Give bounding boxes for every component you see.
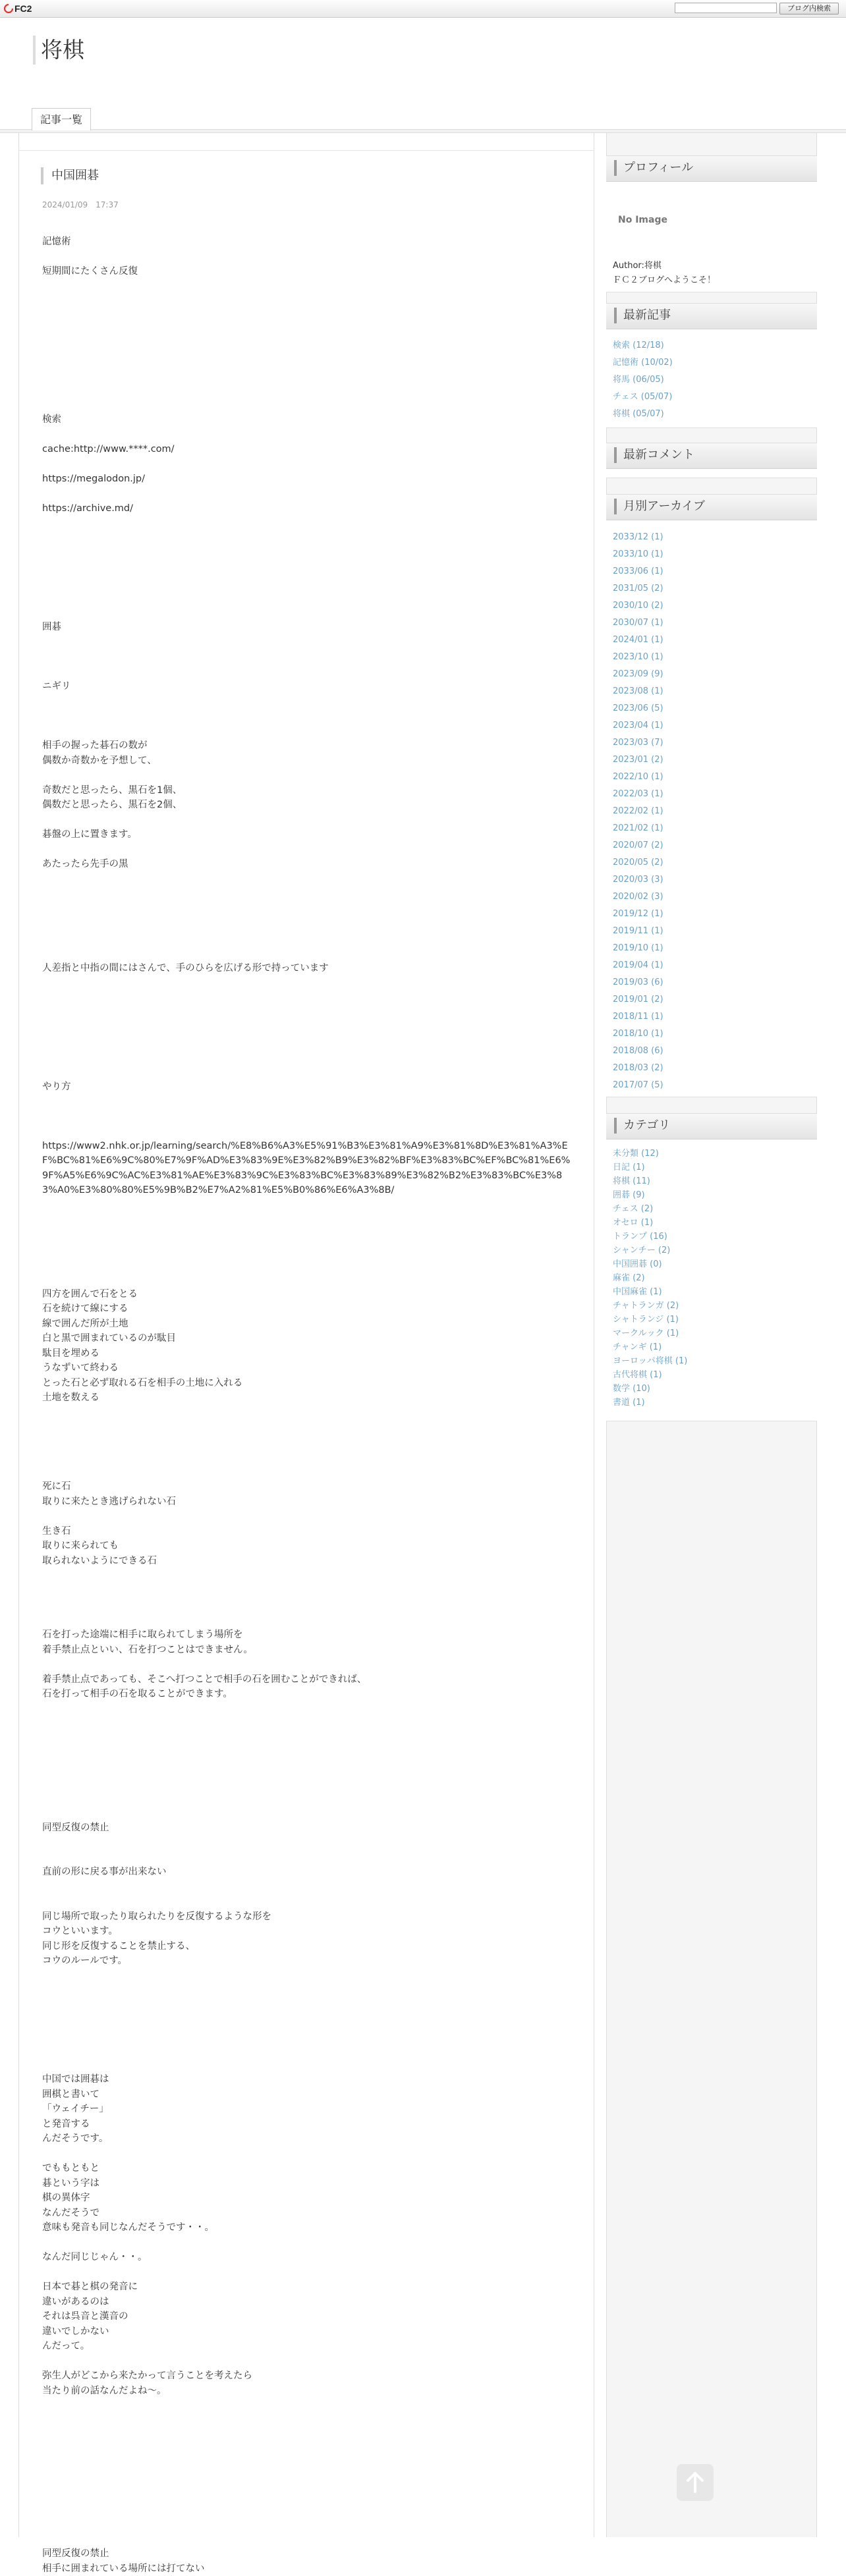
- archive-link[interactable]: 2022/02 (1): [613, 803, 663, 820]
- entry-blank-line: [42, 1257, 576, 1273]
- fc2-toolbar: [0, 0, 846, 18]
- entry-blank-line: [42, 398, 576, 413]
- entry-blank-line: [42, 1568, 576, 1583]
- entry-blank-line: [42, 1020, 576, 1035]
- archive-link[interactable]: 2020/07 (2): [613, 837, 663, 854]
- entry-blank-line: [42, 1435, 576, 1450]
- entry-line: 囲棋と書いて: [42, 2087, 576, 2102]
- entry-line: 線で囲んだ所が土地: [42, 1317, 576, 1332]
- category-link[interactable]: 中国麻雀 (1): [613, 1285, 687, 1299]
- entry-blank-line: [42, 991, 576, 1006]
- entry-blank-line: [42, 339, 576, 354]
- entry-blank-line: [42, 1598, 576, 1613]
- entry-line: 短期間にたくさん反復: [42, 264, 576, 279]
- entry-blank-line: [42, 2443, 576, 2458]
- profile-heading-text: プロフィール: [614, 160, 693, 176]
- archive-link[interactable]: 2019/03 (6): [613, 974, 663, 991]
- entry-line: 土地を数える: [42, 1390, 576, 1406]
- entry-line: 石を打って相手の石を取ることができます。: [42, 1687, 576, 1702]
- entry-blank-line: [42, 1124, 576, 1139]
- entry-line: 囲碁: [42, 620, 576, 635]
- entry-line: んだそうです。: [42, 2131, 576, 2147]
- archive-link[interactable]: 2019/11 (1): [613, 923, 663, 940]
- entry-line: 日本で碁と棋の発音に: [42, 2280, 576, 2295]
- recent-entry-link[interactable]: 将馬 (06/05): [613, 371, 673, 389]
- archive-link[interactable]: 2021/02 (1): [613, 820, 663, 837]
- entry-blank-line: [42, 649, 576, 665]
- main-divider: [18, 150, 594, 151]
- category-link[interactable]: 日記 (1): [613, 1161, 687, 1174]
- category-link[interactable]: マークルック (1): [613, 1327, 687, 1340]
- entry-blank-line: [42, 902, 576, 917]
- entry-line: 同型反復の禁止: [42, 2546, 576, 2562]
- entry-line: 白と黒で囲まれているのが駄目: [42, 1331, 576, 1346]
- entry-body: [42, 234, 576, 2576]
- entry-blank-line: [42, 250, 576, 265]
- category-link[interactable]: チャンギ (1): [613, 1340, 687, 1354]
- entry-blank-line: [42, 1791, 576, 1806]
- entry-blank-line: [42, 1050, 576, 1065]
- recent-comments-panel: [606, 469, 817, 478]
- entry-blank-line: [42, 1272, 576, 1287]
- category-link[interactable]: トランプ (16): [613, 1230, 687, 1244]
- archive-link[interactable]: 2018/08 (6): [613, 1043, 663, 1060]
- category-link[interactable]: 書道 (1): [613, 1396, 687, 1410]
- entry-blank-line: [42, 1406, 576, 1421]
- entry-blank-line: [42, 1213, 576, 1228]
- archive-link[interactable]: 2018/11 (1): [613, 1008, 663, 1026]
- entry-line: 「ウェイチー」: [42, 2102, 576, 2117]
- entry-line: 検索: [42, 412, 576, 427]
- entry-line: と発音する: [42, 2117, 576, 2132]
- entry-blank-line: [42, 1702, 576, 1717]
- entry-blank-line: [42, 1198, 576, 1213]
- entry-blank-line: [42, 813, 576, 828]
- entry-line: 着手禁止点であっても、そこへ打つことで相手の石を囲むことができれば、: [42, 1672, 576, 1687]
- entry-blank-line: [42, 1983, 576, 1998]
- entry-blank-line: [42, 368, 576, 383]
- category-link[interactable]: 将棋 (11): [613, 1174, 687, 1188]
- entry-blank-line: [42, 1657, 576, 1672]
- entry-line: 取りに来られても: [42, 1539, 576, 1554]
- entry-blank-line: [42, 1613, 576, 1628]
- page-top-button[interactable]: [677, 2464, 714, 2501]
- entry-line: 棋の異体字: [42, 2191, 576, 2206]
- entry-line: 奇数だと思ったら、黒石を1個、: [42, 783, 576, 798]
- fc2-logo-text: FC2: [14, 3, 32, 14]
- entry-blank-line: [42, 1969, 576, 1984]
- entry-blank-line: [42, 1850, 576, 1865]
- entry-blank-line: [42, 1465, 576, 1480]
- entry-line: 死に石: [42, 1479, 576, 1494]
- archive-link[interactable]: 2019/01 (2): [613, 991, 663, 1008]
- blog-search-input[interactable]: [675, 3, 777, 13]
- profile-heading: [606, 155, 817, 182]
- recent-entries-heading-text: 最新記事: [614, 308, 671, 323]
- entry-blank-line: [42, 635, 576, 650]
- entry-line: コウのルールです。: [42, 1954, 576, 1969]
- entry-blank-line: [42, 1746, 576, 1761]
- recent-comments-heading: [606, 443, 817, 469]
- category-link[interactable]: オセロ (1): [613, 1216, 687, 1230]
- entry-blank-line: [42, 2354, 576, 2369]
- entry-blank-line: [42, 2457, 576, 2473]
- archive-link[interactable]: 2020/05 (2): [613, 854, 663, 871]
- entry-blank-line: [42, 487, 576, 502]
- category-link[interactable]: 囲碁 (9): [613, 1188, 687, 1202]
- entry-line: 偶数だと思ったら、黒石を2個、: [42, 798, 576, 813]
- archive-link[interactable]: 2018/03 (2): [613, 1060, 663, 1077]
- fc2-logo[interactable]: [4, 3, 32, 14]
- entry-blank-line: [42, 1835, 576, 1850]
- entry-blank-line: [42, 1716, 576, 1732]
- entry-line: なんだ同じじゃん・・。: [42, 2250, 576, 2265]
- entry-line: やり方: [42, 1080, 576, 1095]
- recent-entries-list: [613, 337, 673, 423]
- archive-link[interactable]: 2031/05 (2): [613, 580, 663, 597]
- entry-blank-line: [42, 1998, 576, 2014]
- entry-blank-line: [42, 427, 576, 443]
- entry-line: でももともと: [42, 2161, 576, 2176]
- entry-title[interactable]: 中国囲碁: [41, 167, 99, 184]
- recent-entry-link[interactable]: 記憶術 (10/02): [613, 354, 673, 371]
- entry-blank-line: [42, 1228, 576, 1243]
- entry-line[interactable]: https://www2.nhk.or.jp/learning/search/%E8%B6%A3%E5%91%B3%E3%81%A9%E3%81%8D%E3%81%A3%EF%BC%81%E6%9C%80%E7%9F%AD%E3%83%9E%E3%82%B9%E3%82%BF%E3%83%BC%EF%BC%81%E6%9F%A5%E6%9C%AC%E3%81%AE%E3%83%9C%E3%83%BC%E3%83%89%E3%82%B2%E3%83%BC%E3%83%A0%E3%80%80%E5%9B%B2%E7%A2%81%E5%B0%86%E6%A3%8B/: [42, 1139, 576, 1198]
- entry-blank-line: [42, 546, 576, 561]
- entry-blank-line: [42, 694, 576, 709]
- entry-blank-line: [42, 2235, 576, 2251]
- archive-link[interactable]: 2024/01 (1): [613, 632, 663, 649]
- entry-blank-line: [42, 665, 576, 680]
- entry-line: 取りに来たとき逃げられない石: [42, 1494, 576, 1510]
- entry-line: とった石と必ず取れる石を相手の土地に入れる: [42, 1376, 576, 1391]
- archive-link[interactable]: 2019/12 (1): [613, 906, 663, 923]
- entry-blank-line: [42, 383, 576, 398]
- entry-blank-line: [42, 931, 576, 946]
- entry-blank-line: [42, 2413, 576, 2428]
- nav-entry-list[interactable]: 記事一覧: [32, 108, 91, 130]
- entry-blank-line: [42, 1109, 576, 1124]
- entry-blank-line: [42, 1805, 576, 1821]
- archive-link[interactable]: 2018/10 (1): [613, 1026, 663, 1043]
- entry-blank-line: [42, 2428, 576, 2443]
- entry-blank-line: [42, 1880, 576, 1895]
- categories-heading: [606, 1113, 817, 1139]
- entry-line: あたったら先手の黒: [42, 857, 576, 872]
- archive-link[interactable]: 2020/03 (3): [613, 871, 663, 889]
- entry-blank-line: [42, 1420, 576, 1435]
- entry-line: 記憶術: [42, 234, 576, 250]
- entry-line: cache:http://www.****.com/: [42, 442, 576, 457]
- category-link[interactable]: 中国囲碁 (0): [613, 1257, 687, 1271]
- entry-blank-line: [42, 768, 576, 783]
- entry-line: 石を打った途端に相手に取られてしまう場所を: [42, 1628, 576, 1643]
- category-link[interactable]: 未分類 (12): [613, 1147, 687, 1161]
- entry-blank-line: [42, 309, 576, 324]
- archive-link[interactable]: 2023/03 (7): [613, 734, 663, 752]
- archive-link[interactable]: 2017/07 (5): [613, 1077, 663, 1094]
- entry-blank-line: [42, 2398, 576, 2413]
- entry-blank-line: [42, 576, 576, 591]
- entry-blank-line: [42, 2487, 576, 2502]
- archive-link[interactable]: 2019/04 (1): [613, 957, 663, 974]
- entry-blank-line: [42, 294, 576, 309]
- entry-blank-line: [42, 2028, 576, 2043]
- category-link[interactable]: チャトランガ (2): [613, 1299, 687, 1313]
- entry-line: ニギリ: [42, 679, 576, 694]
- archives-heading-text: 月別アーカイブ: [614, 499, 705, 514]
- entry-blank-line: [42, 2502, 576, 2517]
- entry-line: コウといいます。: [42, 1924, 576, 1939]
- entry-line: 石を続けて線にする: [42, 1302, 576, 1317]
- blog-search-button[interactable]: ブログ内検索: [779, 3, 839, 14]
- archive-link[interactable]: 2033/10 (1): [613, 546, 663, 563]
- entry-line: 当たり前の話なんだよね〜。: [42, 2384, 576, 2399]
- entry-blank-line: [42, 1450, 576, 1465]
- entry-blank-line: [42, 1094, 576, 1109]
- entry-blank-line: [42, 1035, 576, 1050]
- archive-link[interactable]: 2023/04 (1): [613, 717, 663, 734]
- categories-heading-text: カテゴリ: [614, 1118, 670, 1134]
- entry-blank-line: [42, 1761, 576, 1776]
- entry-date: 2024/01/09 17:37: [42, 199, 119, 210]
- entry-blank-line: [42, 724, 576, 739]
- entry-blank-line: [42, 709, 576, 724]
- entry-blank-line: [42, 2532, 576, 2547]
- entry-line: 意味も発音も同じなんだそうです・・。: [42, 2220, 576, 2235]
- entry-line: 違いがあるのは: [42, 2295, 576, 2310]
- entry-blank-line: [42, 1509, 576, 1524]
- entry-blank-line: [42, 975, 576, 991]
- entry-blank-line: [42, 916, 576, 931]
- entry-blank-line: [42, 2147, 576, 2162]
- categories-list: [613, 1147, 687, 1410]
- entry-blank-line: [42, 842, 576, 858]
- archive-link[interactable]: 2023/09 (9): [613, 666, 663, 683]
- entry-line: 相手の握った碁石の数が: [42, 738, 576, 754]
- entry-line: 弥生人がどこから来たかって言うことを考えたら: [42, 2369, 576, 2384]
- archive-link[interactable]: 2022/10 (1): [613, 769, 663, 786]
- entry-blank-line: [42, 2473, 576, 2488]
- archives-heading: [606, 494, 817, 520]
- entry-blank-line: [42, 561, 576, 576]
- entry-blank-line: [42, 2013, 576, 2028]
- entry-line: うなずいて終わる: [42, 1361, 576, 1376]
- entry-line: それは呉音と漢音の: [42, 2309, 576, 2324]
- entry-blank-line: [42, 457, 576, 472]
- entry-line: 同じ形を反復することを禁止する、: [42, 1939, 576, 1954]
- profile-author: Author:将棋: [613, 258, 662, 271]
- entry-line: 碁という字は: [42, 2176, 576, 2191]
- archive-link[interactable]: 2033/12 (1): [613, 529, 663, 546]
- recent-entry-link[interactable]: チェス (05/07): [613, 389, 673, 406]
- entry-blank-line: [42, 1242, 576, 1257]
- profile-message: ＦＣ２ブログへようこそ！: [613, 273, 716, 285]
- entry-blank-line: [42, 2058, 576, 2073]
- recent-entry-link[interactable]: 検索 (12/18): [613, 337, 673, 354]
- archive-link[interactable]: 2030/07 (1): [613, 615, 663, 632]
- archives-list: [613, 529, 663, 1094]
- category-link[interactable]: 数学 (10): [613, 1382, 687, 1396]
- category-link[interactable]: 麻雀 (2): [613, 1271, 687, 1285]
- archive-link[interactable]: 2023/01 (2): [613, 752, 663, 769]
- fc2-logo-icon: [4, 4, 13, 13]
- archive-link[interactable]: 2023/06 (5): [613, 700, 663, 717]
- profile-image: No Image: [618, 215, 667, 225]
- entry-line: 偶数か奇数かを予想して、: [42, 754, 576, 769]
- archive-link[interactable]: 2033/06 (1): [613, 563, 663, 580]
- entry-blank-line: [42, 516, 576, 532]
- recent-comments-heading-text: 最新コメント: [614, 447, 694, 463]
- entry-line: 取られないようにできる石: [42, 1554, 576, 1569]
- category-link[interactable]: シャトランジ (1): [613, 1313, 687, 1327]
- entry-blank-line: [42, 590, 576, 605]
- category-link[interactable]: 古代将棋 (1): [613, 1368, 687, 1382]
- archive-link[interactable]: 2019/10 (1): [613, 940, 663, 957]
- entry-line: 同型反復の禁止: [42, 1821, 576, 1836]
- category-link[interactable]: シャンチー (2): [613, 1244, 687, 1257]
- entry-line: 生き石: [42, 1524, 576, 1539]
- entry-blank-line: [42, 353, 576, 368]
- entry-line: 駄目を埋める: [42, 1346, 576, 1361]
- entry-line: 中国では囲碁は: [42, 2072, 576, 2087]
- archive-link[interactable]: 2022/03 (1): [613, 786, 663, 803]
- entry-blank-line: [42, 887, 576, 902]
- entry-blank-line: [42, 2042, 576, 2058]
- category-link[interactable]: ヨーロッパ将棋 (1): [613, 1354, 687, 1368]
- entry-blank-line: [42, 1064, 576, 1080]
- archive-link[interactable]: 2023/08 (1): [613, 683, 663, 700]
- arrow-up-icon: [677, 2464, 714, 2501]
- entry-blank-line: [42, 1005, 576, 1020]
- entry-line: 同じ場所で取ったり取られたりを反復するような形を: [42, 1909, 576, 1925]
- entry-line: 違いでしかない: [42, 2324, 576, 2340]
- recent-entries-heading: [606, 303, 817, 329]
- category-link[interactable]: チェス (2): [613, 1202, 687, 1216]
- entry-blank-line: [42, 279, 576, 294]
- entry-line[interactable]: https://archive.md/: [42, 501, 576, 516]
- recent-entry-link[interactable]: 将棋 (05/07): [613, 406, 673, 423]
- entry-line: 直前の形に戻る事が出来ない: [42, 1865, 576, 1880]
- entry-blank-line: [42, 531, 576, 546]
- entry-line: なんだそうで: [42, 2206, 576, 2221]
- entry-blank-line: [42, 605, 576, 620]
- site-title[interactable]: 将棋: [33, 36, 84, 65]
- entry-line[interactable]: https://megalodon.jp/: [42, 472, 576, 487]
- entry-line: んだって。: [42, 2339, 576, 2354]
- archive-link[interactable]: 2023/10 (1): [613, 649, 663, 666]
- entry-line: 碁盤の上に置きます。: [42, 827, 576, 842]
- entry-blank-line: [42, 1583, 576, 1599]
- entry-blank-line: [42, 946, 576, 961]
- entry-blank-line: [42, 2517, 576, 2532]
- entry-blank-line: [42, 872, 576, 887]
- entry-line: 人差指と中指の間にはさんで、手のひらを広げる形で持っています: [42, 961, 576, 976]
- entry-line: 相手に囲まれている場所には打てない: [42, 2562, 576, 2576]
- entry-line: 着手禁止点といい、石を打つことはできません。: [42, 1643, 576, 1658]
- archive-link[interactable]: 2030/10 (2): [613, 597, 663, 615]
- entry-blank-line: [42, 1776, 576, 1791]
- entry-blank-line: [42, 1894, 576, 1909]
- entry-line: 四方を囲んで石をとる: [42, 1287, 576, 1302]
- entry-blank-line: [42, 1732, 576, 1747]
- archive-link[interactable]: 2020/02 (3): [613, 889, 663, 906]
- entry-blank-line: [42, 2265, 576, 2280]
- entry-blank-line: [42, 323, 576, 339]
